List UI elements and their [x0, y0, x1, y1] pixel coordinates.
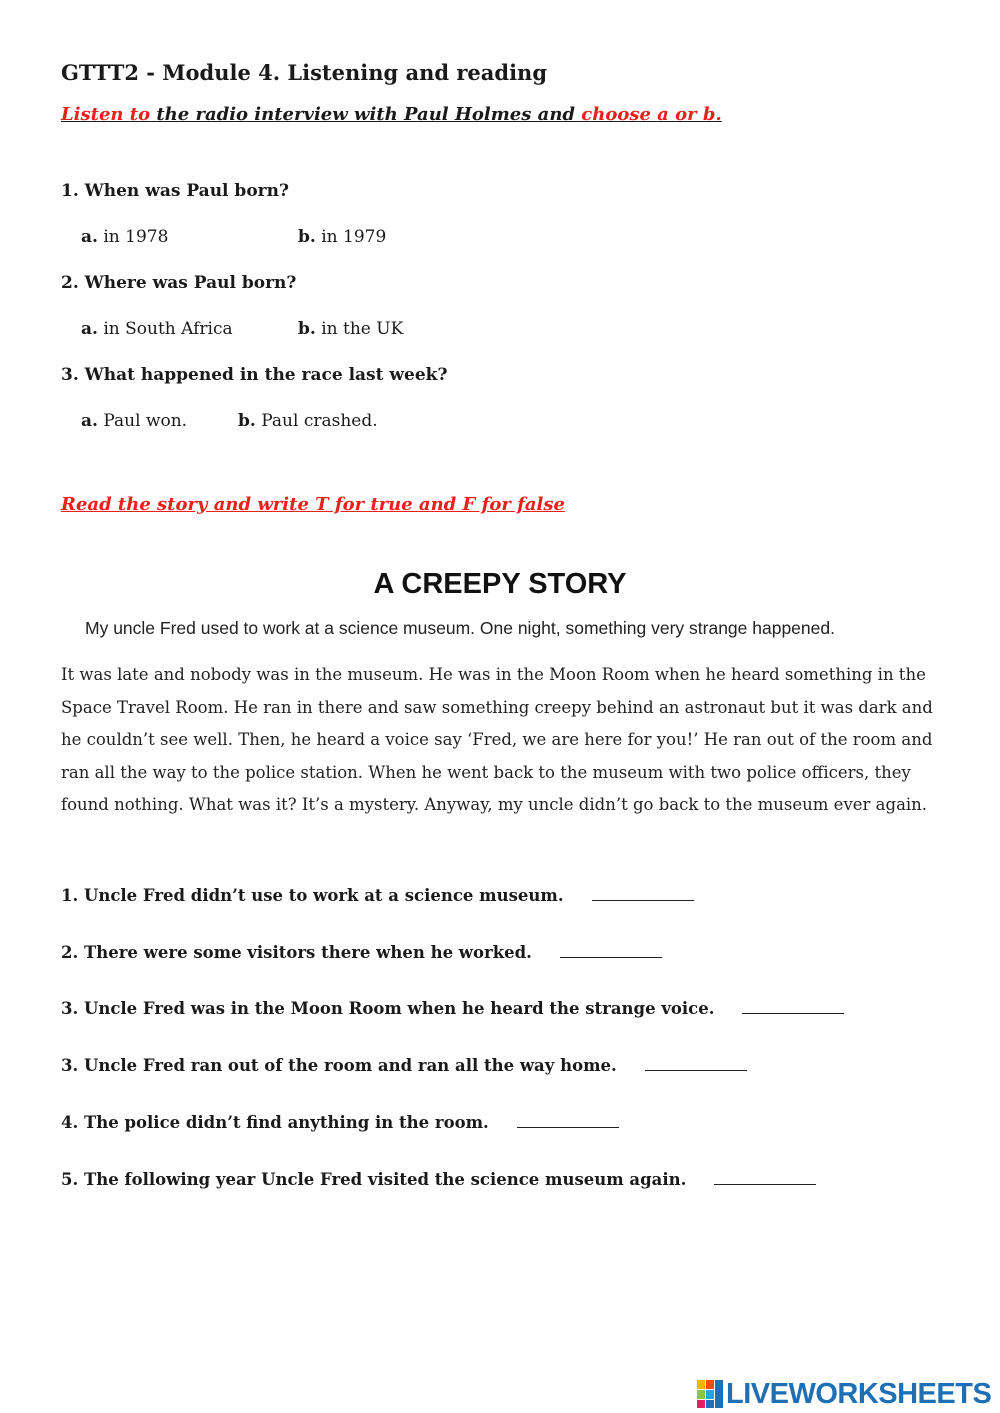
question-3: 3. What happened in the race last week?	[61, 365, 448, 385]
tf-statement-2	[61, 943, 662, 962]
listening-instruction-part3: choose a or b.	[581, 104, 722, 125]
option-label: b.	[238, 411, 256, 431]
liveworksheets-logo-text: LIVEWORKSHEETS	[726, 1377, 992, 1410]
tf-statement-5	[61, 1113, 619, 1132]
question-3-option-b[interactable]	[238, 411, 378, 431]
option-text: in 1979	[315, 227, 387, 247]
option-label: a.	[81, 411, 98, 431]
answer-blank[interactable]	[560, 943, 662, 958]
option-text: in South Africa	[97, 319, 233, 339]
liveworksheets-logo-icon	[697, 1380, 723, 1408]
story-intro: My uncle Fred used to work at a science museum. One night, something very strange happened.	[85, 618, 835, 638]
option-text: in 1978	[97, 227, 169, 247]
question-1-option-a[interactable]	[81, 227, 168, 247]
statement-text: 5. The following year Uncle Fred visited the science museum again.	[61, 1170, 687, 1189]
listening-instruction-part2: the radio interview with Paul Holmes and	[150, 104, 582, 125]
statement-text: 3. Uncle Fred was in the Moon Room when he heard the strange voice.	[61, 999, 715, 1018]
answer-blank[interactable]	[645, 1056, 747, 1071]
tf-statement-6	[61, 1170, 816, 1189]
statement-text: 2. There were some visitors there when he worked.	[61, 943, 532, 962]
option-label: b.	[298, 319, 316, 339]
question-3-option-a[interactable]	[81, 411, 187, 431]
tf-statement-3	[61, 999, 844, 1018]
listening-instruction-part1: Listen to	[61, 104, 151, 125]
answer-blank[interactable]	[714, 1170, 816, 1185]
option-label: b.	[298, 227, 316, 247]
statement-text: 3. Uncle Fred ran out of the room and ran all the way home.	[61, 1056, 617, 1075]
option-text: in the UK	[315, 319, 404, 339]
document-title: GTTT2 - Module 4. Listening and reading	[61, 60, 548, 85]
question-1-option-b[interactable]	[298, 227, 386, 247]
option-label: a.	[81, 319, 98, 339]
statement-text: 1. Uncle Fred didn’t use to work at a science museum.	[61, 886, 564, 905]
option-label: a.	[81, 227, 98, 247]
story-body: It was late and nobody was in the museum. He was in the Moon Room when he heard something in the Space Travel Room. He ran in there and saw something creepy behind an astronaut but it was dark and he couldn’t see well. Then, he heard a voice say ‘Fred, we are here for you!’ He ran out of the room and ran all the way to the police station. When he went back to the museum with two police officers, they found nothing. What was it? It’s a mystery. Anyway, my uncle didn’t go back to the museum ever again.	[61, 665, 933, 814]
answer-blank[interactable]	[742, 999, 844, 1014]
question-2-option-a[interactable]	[81, 319, 233, 339]
statement-text: 4. The police didn’t find anything in the room.	[61, 1113, 489, 1132]
reading-instruction: Read the story and write T for true and F for false	[61, 494, 565, 515]
liveworksheets-logo	[697, 1378, 991, 1410]
story-title: A CREEPY STORY	[373, 568, 627, 600]
option-text: Paul crashed.	[255, 411, 378, 431]
tf-statement-1	[61, 886, 694, 905]
option-text: Paul won.	[97, 411, 188, 431]
answer-blank[interactable]	[592, 886, 694, 901]
question-1: 1. When was Paul born?	[61, 181, 289, 201]
question-2-option-b[interactable]	[298, 319, 403, 339]
tf-statement-4	[61, 1056, 747, 1075]
answer-blank[interactable]	[517, 1113, 619, 1128]
question-2: 2. Where was Paul born?	[61, 273, 297, 293]
listening-instruction	[61, 104, 722, 125]
